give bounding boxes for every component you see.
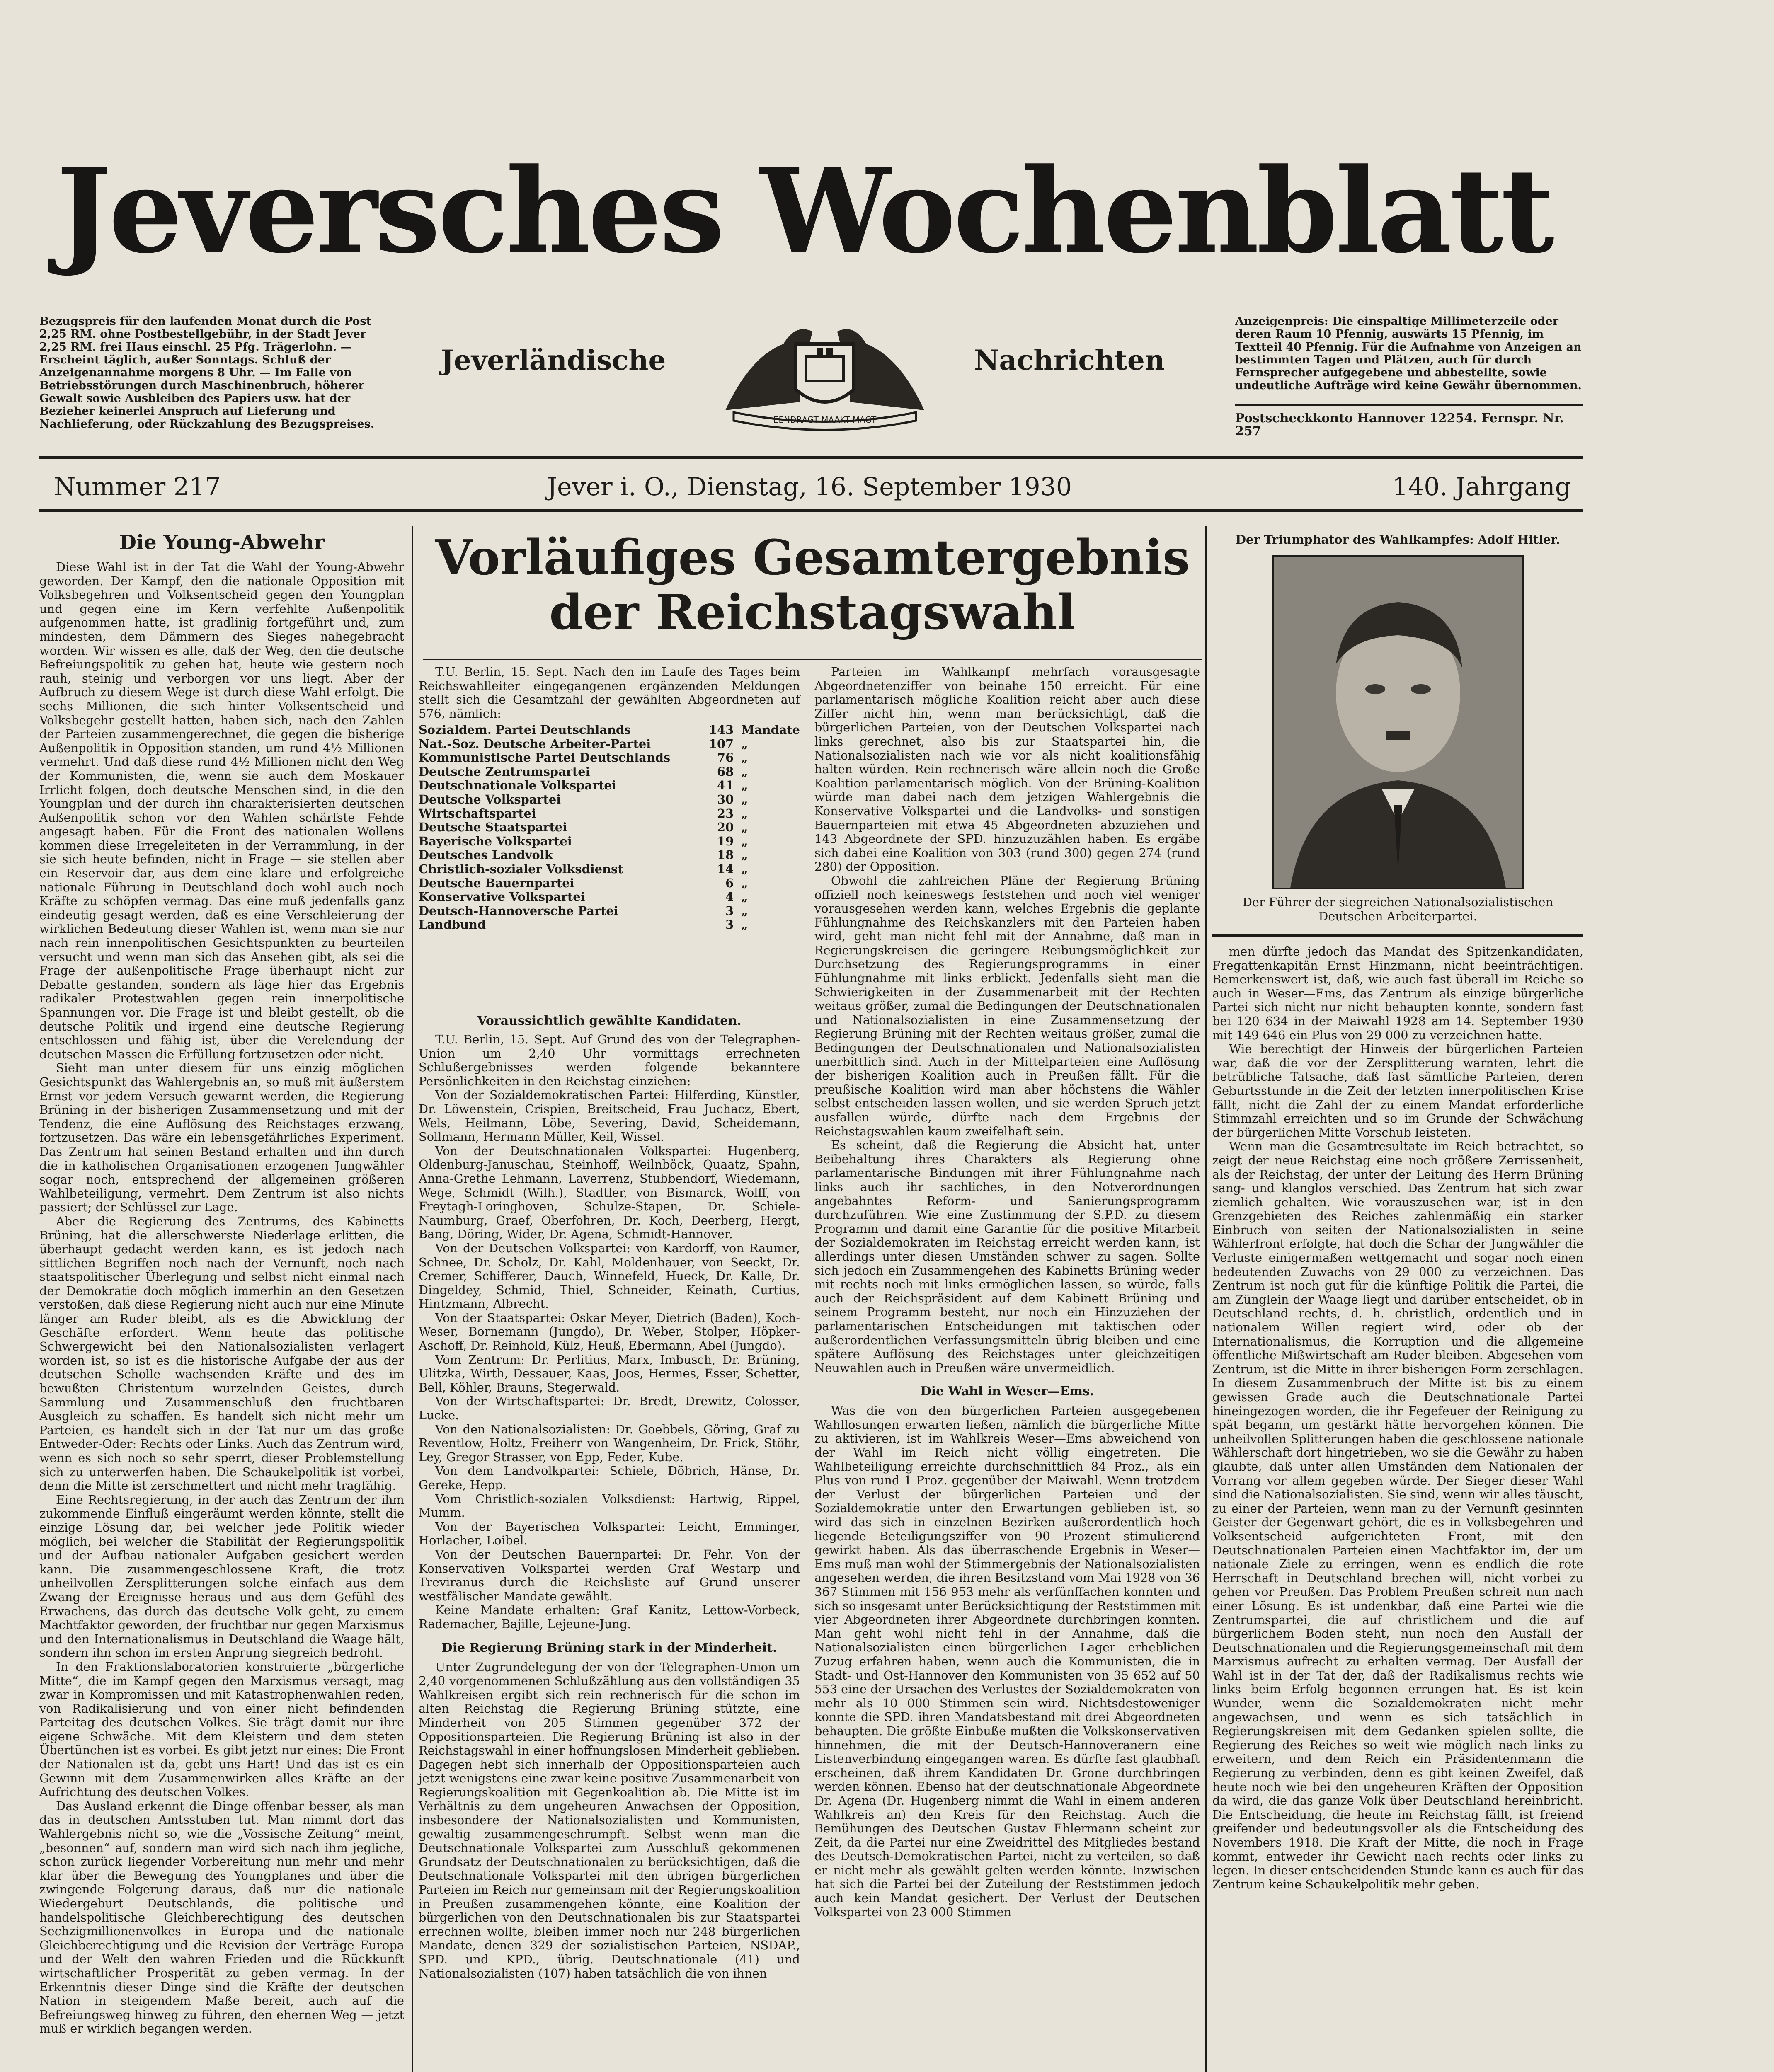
seat-row — [419, 807, 800, 821]
seat-count: 19 — [717, 834, 734, 848]
lead-paragraph — [419, 665, 800, 721]
masthead-rule-top — [39, 456, 1583, 459]
seat-count: 41 — [717, 778, 734, 793]
article-candidates — [419, 1007, 800, 1980]
seat-count: 68 — [717, 764, 734, 779]
issue-number: Nummer 217 — [54, 472, 221, 501]
seat-unit: „ — [741, 750, 748, 765]
headline-rule — [423, 659, 1202, 660]
seat-count: 23 — [717, 806, 734, 821]
subscription-info: Bezugspreis für den laufenden Monat durch die Post 2,25 RM. ohne Postbestellgebühr, in der Stadt Jever 2,25 RM. frei Haus einschl. 25 Pfg. Trägerlohn. — Erscheint täglich, außer Sonntags. Schluß der Anzeigenannahme morgens 8 Uhr. — Im Falle von Betriebsstörungen durch Maschinenbruch, höherer Gewalt sowie Ausbleiben des Papiers usw. hat der Bezieher keinerlei Anspruch auf Lieferung und Nachlieferung, oder Rückzahlung des Bezugspreises. — [39, 315, 375, 431]
seat-unit: „ — [741, 862, 748, 876]
party-name: Konservative Volkspartei — [419, 890, 585, 904]
paragraph: Wenn man die Gesamtresultate im Reich betrachtet, so zeigt der neue Reichstag eine noch größere Zerrissenheit, als der Reichstag, der unter der Leitung des Herrn Brüning sang- und klanglos verschied. Das Zentrum hat sich zwar ziemlich gehalten. Wie vorauszusehen war, ist in den Grenzgebieten des Reiches zahlenmäßig ein starker Einbruch von seiten der Nationalsozialisten in seine Wählerfront erfolgte, hat doch die Schar der Jungwähler die Verluste einigermaßen wettgemacht und sogar noch einen bedeutenden Zuwachs von 29 000 zu verzeichnen. Das Zentrum ist noch gut für die künftige Politik die Partei, die am Zünglein der Waage liegt und darüber entscheidet, ob in Deutschland rechts, d. h. christlich, ordentlich und in nationalem Willen regiert wird, oder ob der Internationalismus, die Korruption und die allgemeine öffentliche Mißwirtschaft am Ruder bleiben. Abgesehen vom Zentrum, ist die Mitte in ihrer bisherigen Form zerschlagen. In diesem Zusammenbruch der Mitte ist bis zu einem gewissen Grade auch die Deutschnationale Partei hineingezogen worden, die ihr Fegefeuer der Reinigung zu spät begann, um gestärkt hätte hervorgehen können. Die unheilvollen Splitterungen haben die geschlossene nationale Wählerschaft dort hingetrieben, wo sie die Gewähr zu haben glaubte, daß unter allen Umständen dem Nationalen der Vorrang vor allem gegeben würde. Der Sieger dieser Wahl sind die Nationalsozialisten. Sie sind, wenn wir alles täuscht, zu einer der Parteien, wenn man zu der Vernunft gesinnten Geister der Gegenwart gehört, die es in Volksbegehren und Volksentscheid aufgerichteten Front, mit den Deutschnationalen Parteien einen Machtfaktor im, der um nationale Ziele zu erringen, wenn es endlich die rote Herrschaft in Deutschland brechen will, nicht vorbei zu gehen vor Preußen. Das Problem Preußen schreit nun nach einer Lösung. Es ist undenkbar, daß eine Partei wie die Zentrumspartei, die auf christlichem und die auf bürgerlichem Boden steht, nun noch den Ausfall der Deutschnationalen und die Regierungsgemeinschaft mit dem Marxismus aufrecht zu erhalten vermag. Der Ausfall der Wahl ist in der Tat der, daß der Radikalismus rechts wie links beim Erfolg begonnen errungen hat. Es ist kein Wunder, wenn die Sozialdemokraten nicht mehr angewachsen, und wenn es sich tatsächlich in Regierungskreisen mit dem Gedanken spielen sollte, die Regierung des Reiches so weit wie möglich nach links zu erweitern, und dem Reich ein Präsidentenmann die Regierung zu verbinden, denn es gibt keinen Zweifel, daß heute noch wie bei den ungeheuren Kräften der Opposition da wird, die das ganze Volk über Deutschland hereinbricht. Die Entscheidung, die heute im Reichstag fällt, ist freiend greifender und bedeutungsvoller als die Entscheidung des Novembers 1918. Die Kraft der Mitte, die noch in Frage kommt, entweder ihr Gewicht nach rechts oder links zu legen. In dieser entscheidenden Stunde kann es auch für das Zentrum keine Schaukelpolitik mehr geben. — [1212, 1139, 1583, 1891]
seat-count: 18 — [717, 848, 734, 862]
seat-count: 3 — [725, 917, 734, 932]
party-name: Wirtschaftspartei — [419, 806, 536, 821]
article-young-abwehr — [39, 530, 404, 2036]
seat-count: 14 — [717, 862, 734, 876]
party-name: Sozialdem. Partei Deutschlands — [419, 723, 631, 737]
paragraph: Von dem Landvolkpartei: Schiele, Döbrich, Hänse, Dr. Gereke, Hepp. — [419, 1464, 800, 1492]
section-heading: Die Wahl in Weser—Ems. — [920, 1384, 1094, 1399]
paragraph: Es scheint, daß die Regierung die Absicht hat, unter Beibehaltung ihres Charakters als Regierung ohne parlamentarische Bindungen mit ihrer Fühlungnahme nach links auch ihr sachliches, in den Notverordnungen angebahntes Reform- und Sanierungsprogramm durchzuführen. Wie eine Zustimmung der S.P.D. zu diesem Programm und damit eine Garantie für die positive Mitarbeit der Sozialdemokraten im Reichstag erreicht werden kann, ist allerdings unter diesen Umständen schwer zu sagen. Sollte sich jedoch ein Zusammengehen des Kabinetts Brüning weder mit rechts noch mit links ermöglichen lassen, so würde, falls auch der Reichspräsident auf dem Kabinett Brüning und seinem Programm besteht, nur noch ein Hinzuziehen der parlamentarischen Entscheidungen mit taktischen oder außerordentlichen Verfassungsmitteln übrig bleiben und eine spätere Auflösung des Reichstages unter gleichzeitigen Neuwahlen auch in Preußen wäre unvermeidlich. — [814, 1138, 1200, 1375]
portrait-image — [1274, 557, 1522, 888]
seat-count: 3 — [725, 903, 734, 918]
coat-of-arms-icon — [700, 307, 949, 431]
paragraph: Von der Deutschnationalen Volkspartei: Hugenberg, Oldenburg-Januschau, Steinhoff, Weilnböck, Quaatz, Spahn, Anna-Grethe Lehmann, Laverrenz, Stubbendorf, Wiedemann, Wege, Schmidt (Wilh.), Stadtler, von Bismarck, Wolff, von Freytagh-Loringhoven, Schulze-Stapen, Dr. Schiele-Naumburg, Graef, Oberfohren, Dr. Koch, Deerberg, Hergt, Bang, Döring, Wider, Dr. Agena, Schmidt-Hannover. — [419, 1143, 800, 1242]
paragraph: Aber die Regierung des Zentrums, des Kabinetts Brüning, hat die allerschwerste Niederlage erlitten, die überhaupt gedacht werden kann, es ist jedoch nach sittlichen Begriffen noch nach der Vernunft, noch nach staatspolitischer Überlegung und selbst nicht einmal nach der Demokratie doch möglich immerhin an den Gesetzen verstoßen, daß diese Regierung nicht auch nur eine Minute länger am Ruder bleibt, als es die Abwicklung der Geschäfte erfordert. Wenn heute das politische Schwergewicht bei den Nationalsozialisten verlagert worden ist, so ist es die historische Aufgabe der aus der deutschen Scholle wachsenden Kräfte und des im bewußten Christentum wurzelnden Geistes, durch Sammlung und Zusammenschluß den fruchtbaren Ausgleich zu schaffen. Es handelt sich nicht mehr um Parteien, es handelt sich in der Tat nur um das große Entweder-Oder: Rechts oder Links. Auch das Zentrum wird, wenn es sich noch so sehr sperrt, dieser Problemstellung sich zu unterwerfen haben. Die Schaukelpolitik ist vorbei, denn die Mitte ist zerschmettert und nicht mehr tragfähig. — [39, 1214, 404, 1493]
masthead-title: Jeversches Wochenblatt — [56, 143, 1552, 279]
seat-unit: „ — [741, 764, 748, 779]
seat-row — [419, 904, 800, 918]
seat-count: 76 — [717, 750, 734, 765]
main-headline — [423, 530, 1202, 655]
party-name: Nat.-Soz. Deutsche Arbeiter-Partei — [419, 736, 651, 751]
seat-row — [419, 723, 800, 737]
masthead-subtitle-left: Jeverländische — [441, 344, 666, 376]
photo-caption-top: Der Triumphator des Wahlkampfes: Adolf Hitler. — [1236, 533, 1560, 547]
article-right-column — [1212, 945, 1583, 1891]
party-name: Deutsche Bauernpartei — [419, 876, 574, 890]
photo-rule — [1212, 934, 1583, 937]
paragraph: Von der Staatspartei: Oskar Meyer, Dietrich (Baden), Koch-Weser, Bornemann (Jungdo), Dr. Weber, Stolper, Höpker-Aschoff, Dr. Reinhold, Külz, Heuß, Ebermann, Abel (Jungdo). — [419, 1310, 800, 1353]
party-name: Deutsche Zentrumspartei — [419, 764, 590, 779]
party-name: Deutsche Staatspartei — [419, 820, 567, 835]
party-name: Deutsche Volkspartei — [419, 792, 561, 806]
advert-price-info — [1235, 315, 1583, 443]
article-continuation — [814, 665, 1200, 1919]
paragraph: T.U. Berlin, 15. Sept. Nach den im Laufe des Tages beim Reichswahlleiter eingegangenen ergänzenden Meldungen stellt sich die Gesamtzahl der gewählten Abgeordneten auf 576, nämlich: — [419, 665, 800, 721]
section-heading: Die Regierung Brüning stark in der Minderheit. — [441, 1640, 777, 1655]
portrait-photo — [1272, 555, 1524, 889]
masthead-rule-bottom — [39, 509, 1583, 512]
seat-row — [419, 793, 800, 807]
seat-count: 6 — [725, 876, 734, 890]
seat-table — [419, 723, 800, 932]
paragraph: Keine Mandate erhalten: Graf Kanitz, Lettow-Vorbeck, Rademacher, Bajille, Lejeune-Jung. — [419, 1603, 800, 1631]
seat-count: 107 — [708, 736, 734, 751]
party-name: Bayerische Volkspartei — [419, 834, 572, 848]
advert-price-text: Anzeigenpreis: Die einspaltige Millimeterzeile oder deren Raum 10 Pfennig, auswärts 15 Pfennig, im Textteil 40 Pfennig. Für die Aufnahme von Anzeigen an bestimmten Tagen und Plätzen, auch für durch Fernsprecher aufgegebene und abbestellte, sowie undeutliche Aufträge wird keine Gewähr übernommen. — [1235, 315, 1582, 392]
paragraph: Sieht man unter diesem für uns einzig möglichen Gesichtspunkt das Wahlergebnis an, so muß mit äußerstem Ernst vor jedem Versuch gewarnt werden, die Regierung Brüning in der bisherigen Zusammensetzung und mit der Tendenz, die eine Auflösung des Reichstages erzwang, fortzusetzen. Das wäre ein lebensgefährliches Experiment. Das Zentrum hat seinen Bestand erhalten und ihn durch die in katholischen Organisationen erzogenen Jungwähler sogar noch, entsprechend der allgemeinen größeren Wahlbeteiligung, vermehrt. Dem Zentrum ist also nichts passiert; der Schlüssel zur Lage. — [39, 1061, 404, 1215]
seat-unit: „ — [741, 848, 748, 862]
party-name: Christlich-sozialer Volksdienst — [419, 862, 623, 876]
paragraph: Vom Christlich-sozialen Volksdienst: Hartwig, Rippel, Mumm. — [419, 1491, 800, 1520]
seat-count: 30 — [717, 792, 734, 806]
seat-row — [419, 876, 800, 891]
seat-row — [419, 821, 800, 835]
seat-unit: „ — [741, 806, 748, 821]
party-name: Deutsches Landvolk — [419, 848, 553, 862]
seat-unit: „ — [741, 820, 748, 835]
paragraph: Eine Rechtsregierung, in der auch das Zentrum der ihm zukommende Einfluß eingeräumt werden könnte, stellt die einzige Lösung dar, bei welcher jede Politik wieder möglich, bei welcher die Stabilität der Regierungspolitik und der Aufbau nationaler Aufgaben gesichert werden kann. Die zusammengeschlossene Kraft, die trotz unheilvollen Zersplitterungen solche einfach aus dem Zwang der Ereignisse heraus und aus dem Gefühl des Erwachens, das durch das deutsche Volk geht, zu einem Machtfaktor geworden, der fruchtbar nur gegen Marxismus und den Internationalismus in Deutschland die Waage hält, sondern ihn schon im ersten Anprung siegreich bedroht. — [39, 1492, 404, 1660]
seat-unit: „ — [741, 792, 748, 806]
paragraph: Unter Zugrundelegung der von der Telegraphen-Union um 2,40 vorgenommenen Schlußzählung aus den vollständigen 35 Wahlkreisen ergibt sich rein rechnerisch für die schon im alten Reichstag die Regierung Brüning stützte, eine Minderheit von 205 Stimmen gegenüber 372 der Oppositionsparteien. Die Regierung Brüning ist also in der Reichstagswahl in einer hoffnungslosen Minderheit geblieben. Dagegen hebt sich innerhalb der Oppositionsparteien auch jetzt wenigstens eine zwar keine positive Zusammenarbeit von Regierungskoalition mit Gegenkoalition ab. Die Mitte ist im Verhältnis zu dem ungeheuren Anwachsen der Opposition, insbesondere der Nationalsozialisten und Kommunisten, gewaltig zusammengeschrumpft. Selbst wenn man die Deutschnationale Volkspartei zum Ausschluß gekommenen Grundsatz der Deutschnationalen zu berücksichtigen, daß die Deutschnationale Volkspartei mit den übrigen bürgerlichen Parteien im Reich nur gemeinsam mit der Regierungskoalition in Preußen zusammengehen könnte, eine Koalition der bürgerlichen von den Deutschnationalen bis zur Staatspartei errechnen wollte, bleiben immer noch nur 248 bürgerlichen Mandate, denen 329 der sozialistischen Parteien, NSDAP., SPD. und KPD., übrig. Deutschnationale (41) und Nationalsozialisten (107) haben tatsächlich die von ihnen — [419, 1660, 800, 1980]
seat-unit: „ — [741, 778, 748, 793]
seat-row — [419, 890, 800, 904]
paragraph: men dürfte jedoch das Mandat des Spitzenkandidaten, Fregattenkapitän Ernst Hinzmann, nicht beeinträchtigen. Bemerkenswert ist, daß, wie auch fast überall im Reiche so auch in Weser—Ems, das Zentrum als einzige bürgerliche Partei sich nicht nur nicht behaupten konnte, sondern fast bei 120 634 in der Maiwahl 1928 am 14. September 1930 mit 149 646 ein Plus von 29 000 zu verzeichnen hatte. — [1212, 944, 1583, 1042]
seat-unit: „ — [741, 903, 748, 918]
party-name: Kommunistische Partei Deutschlands — [419, 750, 671, 765]
seat-row — [419, 862, 800, 876]
paragraph: Vom Zentrum: Dr. Perlitius, Marx, Imbusch, Dr. Brüning, Ulitzka, Wirth, Dessauer, Kaas, Joos, Hermes, Esser, Schetter, Bell, Köhler, Brauns, Stegerwald. — [419, 1352, 800, 1394]
paragraph: Von der Wirtschaftspartei: Dr. Bredt, Drewitz, Colosser, Lucke. — [419, 1394, 800, 1423]
section-heading: Voraussichtlich gewählte Kandidaten. — [477, 1014, 742, 1028]
seat-count: 143 — [708, 723, 734, 737]
party-name: Landbund — [419, 917, 486, 932]
paragraph: T.U. Berlin, 15. Sept. Auf Grund des von der Telegraphen-Union um 2,40 Uhr vormittags errechneten Schlußergebnisses werden folgende bekanntere Persönlichkeiten in den Reichstag einziehen: — [419, 1032, 800, 1088]
account-info: Postscheckkonto Hannover 12254. Fernspr. Nr. 257 — [1235, 404, 1583, 438]
column-separator — [412, 526, 413, 2072]
paragraph: Parteien im Wahlkampf mehrfach vorausgesagte Abgeordnetenziffer von beinahe 150 erreicht. Für eine parlamentarisch mögliche Koalition reicht aber auch diese Ziffer nicht hin, wenn man berücksichtigt, daß die bürgerlichen Parteien, von der Deutschen Volkspartei nach links gerechnet, also bis zur Staatspartei hin, die Nationalsozialisten nach wie vor als nicht koalitionsfähig halten würden. Rein rechnerisch wäre allein noch die Große Koalition parlamentarisch möglich. Von der Brüning-Koalition würde man dabei nach dem jetzigen Wahlergebnis die Konservative Volkspartei und die Landvolks- und sonstigen Bauernparteien mit etwa 45 Abgeordneten abzuziehen und 143 Abgeordnete der SPD. hinzuzuzählen haben. Es ergäbe sich dabei eine Koalition von 303 (rund 300) gegen 274 (rund 280) der Opposition. — [814, 665, 1200, 874]
seat-unit: „ — [741, 917, 748, 932]
paragraph: Von der Deutschen Bauernpartei: Dr. Fehr. Von der Konservativen Volkspartei werden Graf Westarp und Treviranus durch die Reichsliste auf Grund unserer westfälischer Mandate gewählt. — [419, 1547, 800, 1603]
seat-row — [419, 737, 800, 751]
paragraph: In den Fraktionslaboratorien konstruierte „bürgerliche Mitte“, die im Kampf gegen den Marxismus versagt, mag zwar in Kompromissen und mit Katastrophenwahlen reden, von Radikalisierung und von einer nicht befindenden Parteitag des deutschen Volkes. Sie trägt damit nur ihre eigene Schwäche. Mit dem Kleistern und dem steten Übertünchen ist es vorbei. Es gibt jetzt nur eines: Die Front der Nationalen ist da, gebt uns Hart! Und das ist es ein Gewinn mit dem Zusammenwirken alles Kräfte an der Aufrichtung des deutschen Volkes. — [39, 1659, 404, 1799]
paragraph: Von den Nationalsozialisten: Dr. Goebbels, Göring, Graf zu Reventlow, Holtz, Freiherr von Wangenheim, Dr. Frick, Stöhr, Ley, Gregor Strasser, von Epp, Feder, Kube. — [419, 1422, 800, 1464]
column-separator — [1205, 526, 1207, 2072]
seat-unit: „ — [741, 736, 748, 751]
article-title: Die Young-Abwehr — [119, 531, 325, 554]
issue-date: Jever i. O., Dienstag, 16. September 1930 — [547, 472, 1072, 501]
paragraph: Diese Wahl ist in der Tat die Wahl der Young-Abwehr geworden. Der Kampf, den die nationale Opposition mit Volksbegehren und Volksentscheid gegen den Youngplan und gegen eine im Kern verfehlte Außenpolitik aufgenommen hatte, ist gradlinig fortgeführt und, zum mindesten, dem Dämmern des Sieges nahegebracht worden. Wir wissen es alle, daß der Weg, den die deutsche Befreiungspolitik zu gehen hat, heute wie gestern noch rauh, steinig und verborgen vor uns liegt. Aber der Aufbruch zu diesem Wege ist durch diese Wahl erfolgt. Die sechs Millionen, die sich hinter Volksentscheid und Volksbegehr gestellt hatten, haben sich, nach den Zahlen der Parteien zusammengerechnet, die gegen die bisherige Außenpolitik in Opposition standen, um rund 4½ Millionen vermehrt. Und daß diese rund 4½ Millionen nicht den Weg der Kommunisten, die, wenn sie auch dem Moskauer Irrlicht folgen, doch deutsche Menschen sind, in die den Youngplan und der durch ihn charakterisierten deutschen Außenpolitik schon vor den Wahlen schärfste Fehde angesagt haben. Für die Front des nationalen Wollens kommen diese Irregeleiteten in der Verrammlung, in der sie sich heute befinden, nicht in Frage — sie stellen aber ein Reservoir dar, aus dem eine klare und erfolgreiche nationale Führung in Deutschland doch wohl auch noch Kräfte zu schöpfen vermag. Das eine muß jedenfalls ganz eindeutig gesagt werden, daß es eine Verschleierung der wirklichen Bedeutung dieser Wahlen ist, wenn man sie nur nach rein innenpolitischen Gesichtspunkten zu beurteilen versucht und wenn man sich das Ansehen gibt, als sei die Frage der außenpolitische Frage überhaupt nicht zur Debatte gestanden, sondern als läge hier das Ergebnis radikaler Protestwahlen gegen rein innerpolitische Spannungen vor. Die Frage ist und bleibt gestellt, ob die deutsche Politik und irgend eine deutsche Regierung entschlossen und fähig ist, über die Verelendung der deutschen Massen die Erfüllung fortzusetzen oder nicht. — [39, 560, 404, 1061]
seat-row — [419, 765, 800, 779]
seat-count: 20 — [717, 820, 734, 835]
paragraph: Von der Deutschen Volkspartei: von Kardorff, von Raumer, Schnee, Dr. Scholz, Dr. Kahl, Moldenhauer, von Seeckt, Dr. Cremer, Schifferer, Dauch, Winnefeld, Hueck, Dr. Kalle, Dr. Dingeldey, Schmid, Thiel, Schneider, Keinath, Curtius, Hintzmann, Albrecht. — [419, 1241, 800, 1311]
seat-row — [419, 918, 800, 932]
headline-line-2: der Reichstagswahl — [549, 584, 1076, 641]
photo-caption-bottom: Der Führer der siegreichen Nationalsozialistischen Deutschen Arbeiterpartei. — [1242, 895, 1553, 923]
seat-row — [419, 779, 800, 793]
seat-row — [419, 751, 800, 765]
seat-row — [419, 848, 800, 862]
seat-count: 4 — [725, 890, 734, 904]
crest-motto: EENDRAGT MAAKT MAGT — [773, 415, 877, 425]
masthead-subtitle-right: Nachrichten — [974, 344, 1165, 376]
paragraph: Wie berechtigt der Hinweis der bürgerlichen Parteien war, daß die vor der Zersplitterung warnten, lehrt die betrübliche Tatsache, daß fast sämtliche Parteien, deren Geburtsstunde in die Zeit der letzten innerpolitischen Krise fällt, nicht die Zahl der zu einem Mandat erforderliche Stimmzahl erreichten und so im Grunde der Schwächung der bürgerlichen Mitte Vorschub leisteten. — [1212, 1042, 1583, 1140]
paragraph: Was die von den bürgerlichen Parteien ausgegebenen Wahllosungen erwarten ließen, nämlich die bürgerliche Mitte zu aktivieren, ist im Wahlkreis Weser—Ems abweichend von der Wahl im Reich nicht völlig eingetreten. Die Wahlbeteiligung erreichte durchschnittlich 84 Proz., als ein Plus von rund 1 Proz. gegenüber der Maiwahl. Wenn trotzdem der Verlust der bürgerlichen Parteien und der Sozialdemokratie unter den Erwartungen geblieben ist, so wird das sich in einzelnen Bezirken außerordentlich hoch liegende Beteiligungsziffer von 90 Prozent stimulierend gewirkt haben. Als das überraschende Ergebnis in Weser—Ems muß man wohl der Stimmergebnis der Nationalsozialisten angesehen werden, die ihren Besitzstand vom Mai 1928 von 36 367 Stimmen mit 156 953 mehr als verfünffachen konnten und sich so insgesamt unter Berücksichtigung der Reststimmen mit vier Abgeordneten ihrer Abgeordnete durchbringen konnten. Man geht wohl nicht fehl in der Annahme, daß die Nationalsozialisten einen bürgerlichen Lager erheblichen Zuzug erfahren haben, wenn auch die Kommunisten, die in Stadt- und Ost-Hannover den Kommunisten von 35 652 auf 50 553 eine der Ursachen des Verlustes der Sozialdemokraten von mehr als 10 000 Stimmen sein wird. Nichtsdestoweniger konnte die SPD. ihren Mandatsbestand mit drei Abgeordneten behaupten. Die größte Einbuße mußten die Volkskonservativen hinnehmen, die mit der Deutsch-Hannoveranern eine Listenverbindung eingegangen waren. Es dürfte fast glaubhaft erscheinen, daß ihrem Kandidaten Dr. Grone durchbringen werden können. Ebenso hat der deutschnationale Abgeordnete Dr. Agena (Dr. Hugenberg nimmt die Wahl in einem anderen Wahlkreis an) den Kreis für den Reichstag. Auch die Bemühungen des Deutschen Gustav Ehlermann scheint zur Zeit, da die Partei nur eine Zweidrittel des Mitgliedes bestand des Deutsch-Demokratischen Partei, nicht zu verteilen, so daß er nicht mehr als gewählt gelten werden könnte. Inzwischen hat sich die Partei bei der Zuteilung der Reststimmen jedoch auch kein Mandat gesichert. Der Verlust der Deutschen Volkspartei von 23 000 Stimmen — [814, 1404, 1200, 1919]
issue-year: 140. Jahrgang — [1392, 472, 1571, 501]
paragraph: Von der Sozialdemokratischen Partei: Hilferding, Künstler, Dr. Löwenstein, Crispien, Breitscheid, Frau Juchacz, Ebert, Wels, Heilmann, Löbe, Severing, David, Scheidemann, Sollmann, Hermann Müller, Keil, Wissel. — [419, 1088, 800, 1144]
seat-unit: „ — [741, 834, 748, 848]
paragraph: Das Ausland erkennt die Dinge offenbar besser, als man das in deutschen Amtsstuben tut. Man nimmt dort das Wahlergebnis nicht so, wie die „Vossische Zeitung“ meint, „besonnen“ auf, sondern man wird sich nach ihm jegliche, schon zurück liegender Vorbereitung nun mehr und mehr klar über die Bewegung des Youngplanes und über die zwingende Folgerung daraus, daß nur die nationale Wiedergeburt Deutschlands, die politische und handelspolitische Gleichberechtigung des deutschen Sechzigmillionenvolkes in Europa und die nationale Gleichberechtigung und die Revision der Verträge Europa und der Welt den wahren Frieden und die Rückkunft wirtschaftlicher Prosperität zu geben vermag. In der Erkenntnis dieser Dinge sind die Kräfte der deutschen Nation in steigendem Maße bereit, auch auf die Befreiungsweg hinweg zu führen, den ehernen Weg — jetzt muß er wirklich begangen werden. — [39, 1798, 404, 2036]
seat-unit: „ — [741, 890, 748, 904]
seat-unit: Mandate — [741, 723, 800, 737]
headline-line-1: Vorläufiges Gesamtergebnis — [435, 530, 1190, 586]
paragraph: Von der Bayerischen Volkspartei: Leicht, Emminger, Horlacher, Loibel. — [419, 1519, 800, 1548]
seat-unit: „ — [741, 876, 748, 890]
party-name: Deutschnationale Volkspartei — [419, 778, 616, 793]
party-name: Deutsch-Hannoversche Partei — [419, 903, 618, 918]
paragraph: Obwohl die zahlreichen Pläne der Regierung Brüning offiziell noch keineswegs feststehen und noch viel weniger vorausgesehen werden kann, welches Ergebnis die geplante Fühlungnahme des Reichskanzlers mit den Parteien haben wird, geht man nicht fehl mit der Annahme, daß man in Regierungskreisen die geringere Reibungsmöglichkeit zur Durchsetzung des Regierungsprogramms in einer Fühlungnahme mit links erblickt. Jedenfalls sieht man die Schwierigkeiten in der Zusammenarbeit mit der Rechten weitaus größer, zumal die Bedingungen der Deutschnationalen und Nationalsozialisten in eine Zusammensetzung der Regierung Brüning mit der Rechten weitaus größer, zumal die Bedingungen der Deutschnationalen und Nationalsozialisten unerbittlich sind. Auch in der Mittelparteien eine Auflösung der bisherigen Koalition auch in Preußen fällt. Für die preußische Koalition wird man aber höchstens die Wähler selbst entscheiden lassen wollen, und sie werden Spruch jetzt ausfallen würde, dürfte nach dem Ergebnis der Reichstagswahlen kaum zweifelhaft sein. — [814, 873, 1200, 1138]
seat-row — [419, 835, 800, 849]
